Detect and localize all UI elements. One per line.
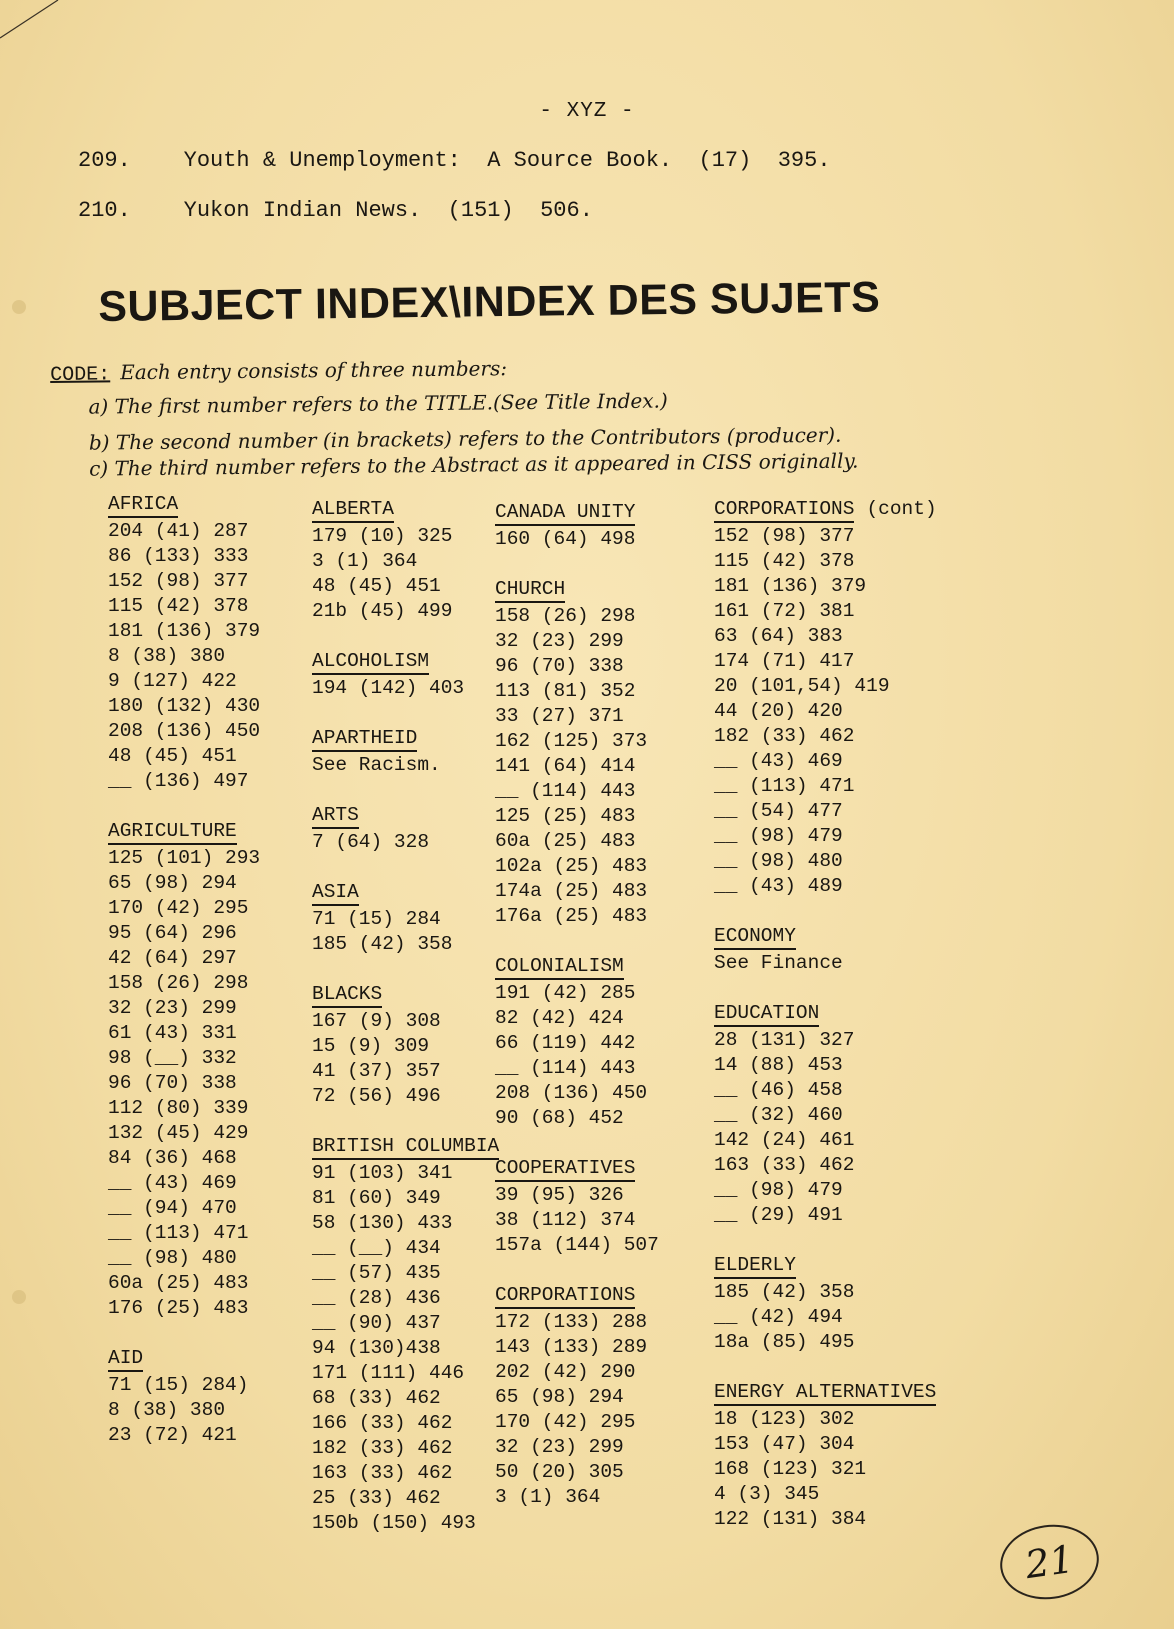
index-entry: 96 (70) 338	[108, 1072, 237, 1094]
section-heading-row	[495, 500, 659, 527]
title-entry-text: Youth & Unemployment: A Source Book. (17) 395.	[183, 148, 831, 173]
index-section	[495, 954, 659, 1131]
index-entry: See Racism.	[312, 754, 441, 776]
index-entry: 42 (64) 297	[108, 947, 237, 969]
index-section	[312, 649, 499, 701]
index-entry: 179 (10) 325	[312, 525, 453, 547]
index-entry: 72 (56) 496	[312, 1085, 441, 1107]
section-heading-row	[312, 803, 499, 830]
index-entry: 3 (1) 364	[312, 550, 418, 572]
section-heading: BLACKS	[312, 982, 382, 1008]
index-section	[495, 1156, 659, 1258]
index-entry: 90 (68) 452	[495, 1107, 624, 1129]
index-entry: 174a (25) 483	[495, 880, 648, 902]
index-entry: 84 (36) 468	[108, 1147, 237, 1169]
section-heading-row	[714, 1380, 937, 1407]
index-entry: 182 (33) 462	[312, 1437, 453, 1459]
index-entry: 20 (101,54) 419	[714, 675, 890, 697]
index-column-2	[312, 497, 499, 1561]
index-entry: 44 (20) 420	[714, 700, 843, 722]
index-entry: 18 (123) 302	[714, 1408, 855, 1430]
index-entry: 167 (9) 308	[312, 1010, 441, 1032]
index-section	[312, 803, 499, 855]
index-entry: 33 (27) 371	[495, 705, 624, 727]
index-entry: __ (28) 436	[312, 1287, 441, 1309]
index-entry: __ (32) 460	[714, 1104, 843, 1126]
index-section	[495, 500, 659, 552]
index-entry: 48 (45) 451	[312, 575, 441, 597]
index-entry: 8 (38) 380	[108, 645, 226, 667]
section-heading: ENERGY ALTERNATIVES	[714, 1380, 936, 1406]
index-section	[312, 880, 499, 957]
index-entry: 15 (9) 309	[312, 1035, 430, 1057]
section-heading-row	[714, 1001, 937, 1028]
index-entry: 81 (60) 349	[312, 1187, 441, 1209]
index-section	[495, 577, 659, 929]
section-heading-row	[108, 1346, 260, 1373]
index-entry: 208 (136) 450	[495, 1082, 648, 1104]
code-item-a: a) The first number refers to the TITLE.(See Title Index.)	[88, 388, 668, 419]
index-entry: 163 (33) 462	[714, 1154, 855, 1176]
section-heading-row	[312, 982, 499, 1009]
page-heading: - XYZ -	[539, 100, 635, 123]
index-section	[714, 1001, 937, 1228]
index-entry: __ (__) 434	[312, 1237, 441, 1259]
index-entry: 41 (37) 357	[312, 1060, 441, 1082]
index-entry: 9 (127) 422	[108, 670, 237, 692]
index-entry: 48 (45) 451	[108, 745, 237, 767]
index-entry: 158 (26) 298	[495, 605, 636, 627]
index-entry: 168 (123) 321	[714, 1458, 867, 1480]
index-section	[714, 1380, 937, 1532]
index-entry: 143 (133) 289	[495, 1336, 648, 1358]
index-entry: __ (42) 494	[714, 1306, 843, 1328]
section-heading: CORPORATIONS	[714, 497, 854, 523]
index-entry: 153 (47) 304	[714, 1433, 855, 1455]
index-entry: __ (113) 471	[108, 1222, 249, 1244]
section-heading-row	[714, 924, 937, 951]
section-heading: ALBERTA	[312, 497, 394, 523]
index-entry: 166 (33) 462	[312, 1412, 453, 1434]
section-heading: COOPERATIVES	[495, 1156, 635, 1182]
section-heading-row	[312, 726, 499, 753]
index-entry: __ (98) 479	[714, 1179, 843, 1201]
index-entry: 68 (33) 462	[312, 1387, 441, 1409]
title-entry-number: 210.	[78, 198, 131, 223]
section-heading-suffix: (cont)	[866, 498, 937, 520]
section-heading-row	[312, 497, 499, 524]
index-entry: __ (90) 437	[312, 1312, 441, 1334]
section-heading: CANADA UNITY	[495, 500, 635, 526]
index-entry: 122 (131) 384	[714, 1508, 867, 1530]
index-section	[312, 982, 499, 1109]
index-entry: 4 (3) 345	[714, 1483, 820, 1505]
title-entry-text: Yukon Indian News. (151) 506.	[183, 198, 593, 223]
index-entry: 152 (98) 377	[108, 570, 249, 592]
index-entry: 182 (33) 462	[714, 725, 855, 747]
index-entry: 50 (20) 305	[495, 1461, 624, 1483]
index-entry: __ (43) 469	[714, 750, 843, 772]
index-entry: See Finance	[714, 952, 843, 974]
index-entry: 163 (33) 462	[312, 1462, 453, 1484]
section-heading-row	[495, 577, 659, 604]
index-entry: __ (46) 458	[714, 1079, 843, 1101]
index-entry: 18a (85) 495	[714, 1331, 855, 1353]
index-entry: 38 (112) 374	[495, 1209, 636, 1231]
index-section	[312, 1134, 499, 1536]
index-entry: 150b (150) 493	[312, 1512, 476, 1534]
index-entry: 152 (98) 377	[714, 525, 855, 547]
index-section	[714, 924, 937, 976]
section-heading: EDUCATION	[714, 1001, 819, 1027]
section-heading: ARTS	[312, 803, 359, 829]
section-heading: AID	[108, 1346, 143, 1372]
index-entry: 181 (136) 379	[714, 575, 867, 597]
punch-hole	[12, 1290, 26, 1304]
index-entry: __ (29) 491	[714, 1204, 843, 1226]
index-entry: 115 (42) 378	[714, 550, 855, 572]
index-entry: 7 (64) 328	[312, 831, 430, 853]
index-entry: 96 (70) 338	[495, 655, 624, 677]
section-heading: COLONIALISM	[495, 954, 624, 980]
code-label: CODE:	[50, 363, 111, 387]
section-heading: AFRICA	[108, 492, 178, 518]
index-entry: 174 (71) 417	[714, 650, 855, 672]
index-entry: 14 (88) 453	[714, 1054, 843, 1076]
index-entry: __ (43) 489	[714, 875, 843, 897]
index-entry: 58 (130) 433	[312, 1212, 453, 1234]
index-entry: 32 (23) 299	[108, 997, 237, 1019]
index-entry: 8 (38) 380	[108, 1399, 226, 1421]
code-intro: Each entry consists of three numbers:	[120, 356, 508, 385]
index-entry: 94 (130)438	[312, 1337, 441, 1359]
section-heading-row	[108, 819, 260, 846]
section-heading-row	[312, 880, 499, 907]
index-entry: __ (98) 480	[108, 1247, 237, 1269]
index-entry: 98 (__) 332	[108, 1047, 237, 1069]
code-intro-row	[50, 349, 1110, 386]
index-section	[108, 492, 260, 794]
index-entry: 23 (72) 421	[108, 1424, 237, 1446]
index-entry: 25 (33) 462	[312, 1487, 441, 1509]
index-section	[714, 497, 937, 899]
index-entry: 3 (1) 364	[495, 1486, 601, 1508]
index-entry: 65 (98) 294	[108, 872, 237, 894]
index-entry: 113 (81) 352	[495, 680, 636, 702]
index-entry: 125 (25) 483	[495, 805, 636, 827]
index-entry: 208 (136) 450	[108, 720, 261, 742]
index-section	[714, 1253, 937, 1355]
code-explanation	[50, 349, 1111, 482]
index-entry: 194 (142) 403	[312, 677, 465, 699]
index-entry: 160 (64) 498	[495, 528, 636, 550]
index-entry: __ (54) 477	[714, 800, 843, 822]
index-entry: 185 (42) 358	[312, 933, 453, 955]
index-entry: __ (98) 479	[714, 825, 843, 847]
index-entry: __ (114) 443	[495, 1057, 636, 1079]
index-entry: 191 (42) 285	[495, 982, 636, 1004]
section-heading: ALCOHOLISM	[312, 649, 429, 675]
index-entry: __ (114) 443	[495, 780, 636, 802]
code-item-b: b) The second number (in brackets) refers to the Contributors (producer).	[88, 422, 842, 455]
section-heading-row	[495, 1283, 659, 1310]
index-entry: 86 (133) 333	[108, 545, 249, 567]
section-heading: ELDERLY	[714, 1253, 796, 1279]
index-entry: 60a (25) 483	[108, 1272, 249, 1294]
index-section	[108, 819, 260, 1321]
index-entry: 170 (42) 295	[495, 1411, 636, 1433]
section-heading-row	[108, 492, 260, 519]
index-entry: 142 (24) 461	[714, 1129, 855, 1151]
section-heading: CHURCH	[495, 577, 565, 603]
index-entry: 21b (45) 499	[312, 600, 453, 622]
index-column-1	[108, 492, 260, 1473]
section-heading: APARTHEID	[312, 726, 417, 752]
title-entry-209	[78, 148, 831, 173]
punch-hole	[12, 300, 26, 314]
index-entry: 60a (25) 483	[495, 830, 636, 852]
index-entry: __ (57) 435	[312, 1262, 441, 1284]
section-heading: AGRICULTURE	[108, 819, 237, 845]
index-entry: 176 (25) 483	[108, 1297, 249, 1319]
title-entry-number: 209.	[78, 148, 131, 173]
index-entry: 102a (25) 483	[495, 855, 648, 877]
index-entry: __ (113) 471	[714, 775, 855, 797]
index-entry: 28 (131) 327	[714, 1029, 855, 1051]
code-item-c: c) The third number refers to the Abstract as it appeared in CISS originally.	[89, 448, 859, 481]
index-entry: 171 (111) 446	[312, 1362, 465, 1384]
index-entry: 161 (72) 381	[714, 600, 855, 622]
index-entry: 132 (45) 429	[108, 1122, 249, 1144]
index-entry: 181 (136) 379	[108, 620, 261, 642]
index-entry: __ (43) 469	[108, 1172, 237, 1194]
index-entry: 32 (23) 299	[495, 630, 624, 652]
index-entry: 176a (25) 483	[495, 905, 648, 927]
index-entry: 162 (125) 373	[495, 730, 648, 752]
section-heading-row	[714, 1253, 937, 1280]
section-heading-row	[714, 497, 937, 524]
index-entry: 82 (42) 424	[495, 1007, 624, 1029]
index-entry: 170 (42) 295	[108, 897, 249, 919]
index-section	[312, 497, 499, 624]
index-entry: 125 (101) 293	[108, 847, 261, 869]
index-section	[108, 1346, 260, 1448]
index-entry: 112 (80) 339	[108, 1097, 249, 1119]
index-entry: 180 (132) 430	[108, 695, 261, 717]
section-heading: ECONOMY	[714, 924, 796, 950]
index-entry: 172 (133) 288	[495, 1311, 648, 1333]
corner-fold-mark	[0, 0, 60, 40]
index-entry: 95 (64) 296	[108, 922, 237, 944]
index-entry: __ (98) 480	[714, 850, 843, 872]
index-entry: 115 (42) 378	[108, 595, 249, 617]
index-entry: 157a (144) 507	[495, 1234, 659, 1256]
index-entry: 141 (64) 414	[495, 755, 636, 777]
index-entry: 71 (15) 284	[312, 908, 441, 930]
index-entry: 91 (103) 341	[312, 1162, 453, 1184]
index-column-3	[495, 500, 659, 1535]
index-entry: 61 (43) 331	[108, 1022, 237, 1044]
index-entry: 39 (95) 326	[495, 1184, 624, 1206]
index-entry: 71 (15) 284)	[108, 1374, 249, 1396]
index-entry: 32 (23) 299	[495, 1436, 624, 1458]
section-heading: CORPORATIONS	[495, 1283, 635, 1309]
subject-index-heading: SUBJECT INDEX\INDEX DES SUJETS	[98, 273, 881, 331]
section-heading-row	[495, 954, 659, 981]
index-entry: 65 (98) 294	[495, 1386, 624, 1408]
index-column-4	[714, 497, 937, 1557]
page-number: 21	[995, 1518, 1103, 1605]
index-entry: __ (94) 470	[108, 1197, 237, 1219]
index-section	[312, 726, 499, 778]
index-entry: 204 (41) 287	[108, 520, 249, 542]
index-entry: 185 (42) 358	[714, 1281, 855, 1303]
index-entry: 63 (64) 383	[714, 625, 843, 647]
index-entry: 66 (119) 442	[495, 1032, 636, 1054]
section-heading: BRITISH COLUMBIA	[312, 1134, 499, 1160]
section-heading-row	[495, 1156, 659, 1183]
section-heading-row	[312, 1134, 499, 1161]
section-heading: ASIA	[312, 880, 359, 906]
section-heading-row	[312, 649, 499, 676]
index-entry: 158 (26) 298	[108, 972, 249, 994]
index-entry: 202 (42) 290	[495, 1361, 636, 1383]
index-entry: __ (136) 497	[108, 770, 249, 792]
title-entry-210	[78, 198, 593, 223]
index-section	[495, 1283, 659, 1510]
